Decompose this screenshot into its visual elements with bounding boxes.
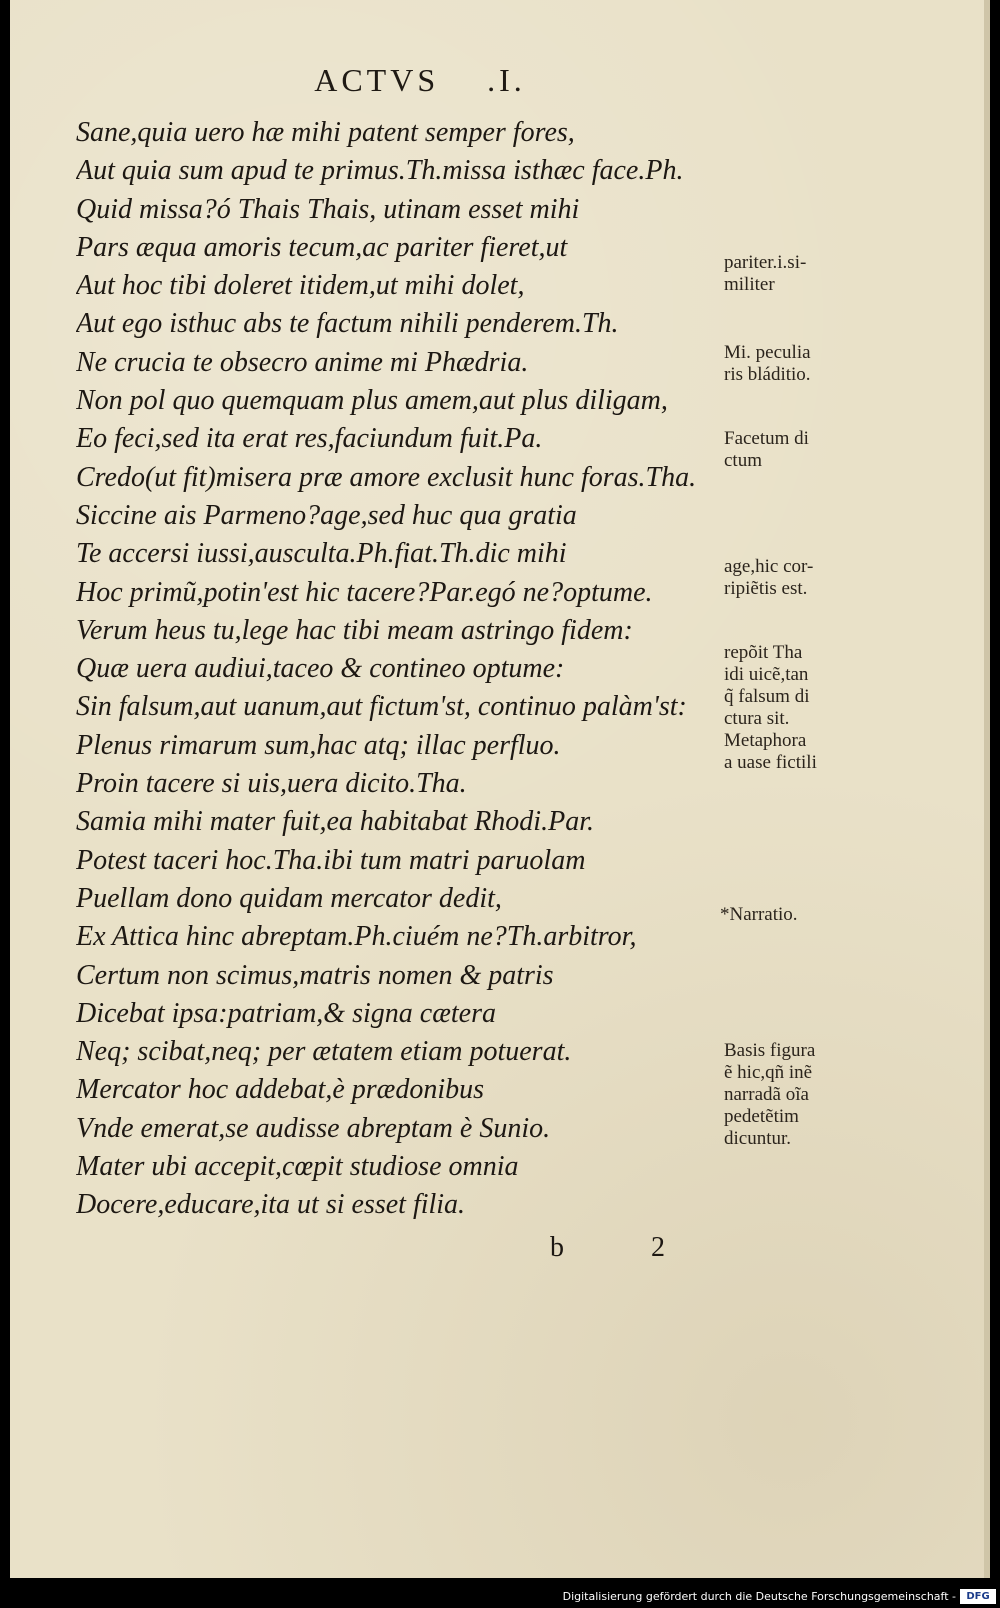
verse-line: Aut ego isthuc abs te factum nihili penderem.Th. bbox=[76, 308, 619, 340]
margin-gloss-pariter bbox=[724, 252, 874, 296]
gloss-line: Mi. peculia bbox=[724, 342, 811, 363]
margin-gloss-age bbox=[724, 556, 874, 600]
gloss-line: repõit Tha bbox=[724, 642, 803, 663]
gloss-line: narradã oĩa bbox=[724, 1084, 809, 1105]
verse-line: Certum non scimus,matris nomen & patris bbox=[76, 959, 554, 991]
gloss-line: militer bbox=[724, 274, 775, 295]
verse-line: Aut hoc tibi doleret itidem,ut mihi dolet, bbox=[76, 270, 525, 302]
verse-list bbox=[76, 114, 756, 1225]
gloss-line: ris bláditio. bbox=[724, 364, 811, 385]
verse-line: Sin falsum,aut uanum,aut fictum'st, continuo palàm'st: bbox=[76, 691, 687, 723]
running-head bbox=[10, 62, 990, 99]
verse-line: Proin tacere si uis,uera dicito.Tha. bbox=[76, 768, 467, 800]
gloss-line: ripiẽtis est. bbox=[724, 578, 808, 599]
gloss-line: pedetẽtim bbox=[724, 1106, 799, 1127]
verse-line: Mercator hoc addebat,è prædonibus bbox=[76, 1074, 485, 1106]
gloss-line: dicuntur. bbox=[724, 1128, 792, 1149]
verse-line: Verum heus tu,lege hac tibi meam astringo fidem: bbox=[76, 614, 633, 646]
verse-line: Quid missa?ó Thais Thais, utinam esset mihi bbox=[76, 193, 580, 225]
running-head-word: ACTVS bbox=[314, 62, 440, 98]
verse-line: Credo(ut fit)misera præ amore exclusit hunc foras.Tha. bbox=[76, 461, 697, 493]
verse-line: Non pol quo quemquam plus amem,aut plus diligam, bbox=[76, 385, 668, 417]
verse-line: Dicebat ipsa:patriam,& signa cætera bbox=[76, 997, 496, 1029]
verse-line: Samia mihi mater fuit,ea habitabat Rhodi.Par. bbox=[76, 806, 594, 838]
verse-line: Mater ubi accepit,cœpit studiose omnia bbox=[76, 1151, 519, 1183]
margin-gloss-facetum bbox=[724, 428, 874, 472]
verse-line: Quæ uera audiui,taceo & contineo optume: bbox=[76, 653, 565, 685]
margin-gloss-narratio bbox=[720, 904, 870, 926]
verse-line: Sane,quia uero hæ mihi patent semper fores, bbox=[76, 117, 575, 148]
verse-line: Aut quia sum apud te primus.Th.missa isthæc face.Ph. bbox=[76, 155, 684, 187]
gloss-line: q̃ falsum di bbox=[724, 686, 810, 707]
margin-gloss-repono bbox=[724, 642, 874, 774]
verse-line: Vnde emerat,se audisse abreptam è Sunio. bbox=[76, 1112, 551, 1144]
verse-line: Potest taceri hoc.Tha.ibi tum matri paruolam bbox=[76, 844, 586, 876]
dfg-logo: DFG bbox=[960, 1589, 996, 1604]
gloss-line: Basis figura bbox=[724, 1040, 816, 1061]
digitization-credit: Digitalisierung gefördert durch die Deutsche Forschungsgemeinschaft - bbox=[562, 1590, 956, 1603]
gloss-line: ẽ hic,qñ inẽ bbox=[724, 1062, 813, 1083]
margin-gloss-basis bbox=[724, 1040, 874, 1150]
gloss-line: a uase fictili bbox=[724, 752, 817, 773]
verse-line: Puellam dono quidam mercator dedit, bbox=[76, 882, 502, 914]
gloss-line: ctura sit. bbox=[724, 708, 790, 729]
gloss-line: pariter.i.si- bbox=[724, 252, 807, 273]
gloss-line: age,hic cor- bbox=[724, 556, 814, 577]
verse-line: Ex Attica hinc abreptam.Ph.ciuém ne?Th.arbitror, bbox=[76, 921, 637, 953]
verse-line: Eo feci,sed ita erat res,faciundum fuit.Pa. bbox=[76, 423, 543, 455]
book-page bbox=[10, 0, 990, 1578]
verse-line: Plenus rimarum sum,hac atq; illac perfluo. bbox=[76, 729, 561, 761]
margin-gloss-mi bbox=[724, 342, 874, 386]
verse-line: Siccine ais Parmeno?age,sed huc qua gratia bbox=[76, 499, 577, 531]
verse-line: Neq; scibat,neq; per ætatem etiam potuerat. bbox=[76, 1036, 572, 1068]
verse-line: Pars æqua amoris tecum,ac pariter fieret,ut bbox=[76, 231, 568, 263]
gloss-line: ctum bbox=[724, 450, 762, 471]
running-head-number: .I. bbox=[487, 62, 526, 98]
gloss-line: Metaphora bbox=[724, 730, 807, 751]
signature-mark: b 2 bbox=[550, 1232, 705, 1263]
gloss-line: *Narratio. bbox=[720, 904, 798, 925]
verse-line: Docere,educare,ita ut si esset filia. bbox=[76, 1189, 466, 1221]
verse-line: Te accersi iussi,ausculta.Ph.fiat.Th.dic mihi bbox=[76, 538, 567, 570]
verse-line: Ne crucia te obsecro anime mi Phædria. bbox=[76, 346, 529, 378]
gloss-line: idi uicẽ,tan bbox=[724, 664, 809, 685]
verse-line: Hoc primũ,potin'est hic tacere?Par.egó ne?optume. bbox=[76, 576, 653, 608]
gloss-line: Facetum di bbox=[724, 428, 809, 449]
